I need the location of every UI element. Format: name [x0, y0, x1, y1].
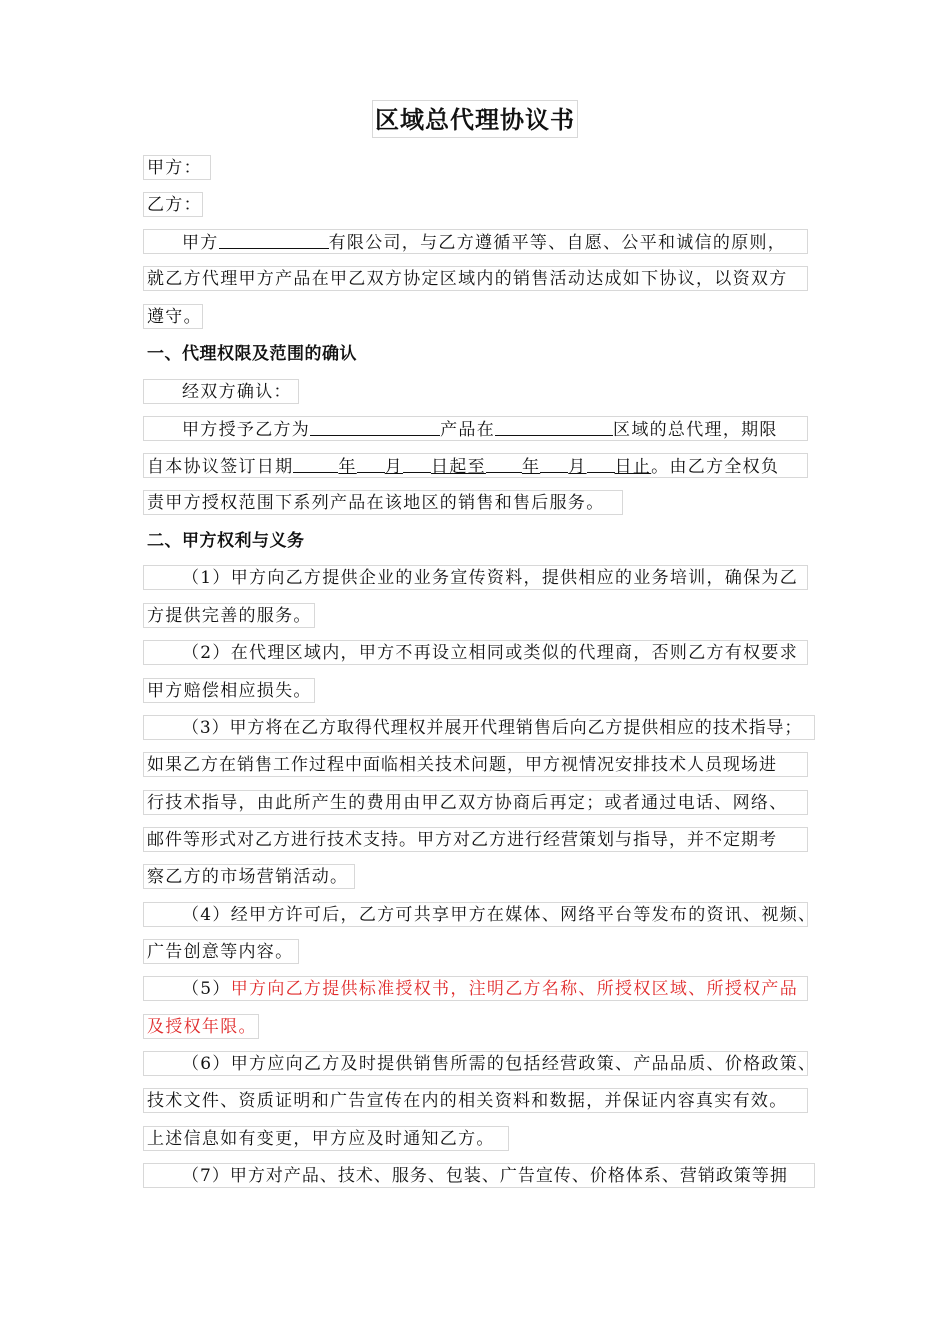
intro-line-2: 就乙方代理甲方产品在甲乙双方协定区域内的销售活动达成如下协议，以资双方: [143, 266, 808, 291]
region-blank: [495, 417, 613, 436]
clause-3-line-1: （3）甲方将在乙方取得代理权并展开代理销售后向乙方提供相应的技术指导；: [143, 715, 815, 740]
term-line: 自本协议签订日期 年 月 日起至 年 月 日止。由乙方全权负: [143, 453, 808, 478]
party-b-label: 乙方：: [143, 192, 203, 217]
intro-line-3: 遵守。: [143, 304, 203, 329]
document-title: 区域总代理协议书: [372, 100, 578, 138]
section-2-heading: 二、甲方权利与义务: [143, 528, 321, 553]
company-name-blank: [219, 230, 329, 249]
term-line-2: 责甲方授权范围下系列产品在该地区的销售和售后服务。: [143, 490, 623, 515]
clause-3-line-3: 行技术指导，由此所产生的费用由甲乙双方协商后再定；或者通过电话、网络、: [143, 790, 808, 815]
clause-2-line-1: （2）在代理区域内，甲方不再设立相同或类似的代理商，否则乙方有权要求: [143, 640, 808, 665]
intro-line-1: 甲方 有限公司，与乙方遵循平等、自愿、公平和诚信的原则，: [143, 229, 808, 254]
clause-6-line-3: 上述信息如有变更，甲方应及时通知乙方。: [143, 1126, 509, 1151]
clause-1-line-2: 方提供完善的服务。: [143, 603, 315, 628]
confirm-line: 经双方确认：: [143, 379, 299, 404]
grant-line: 甲方授予乙方为 产品在 区域的总代理，期限: [143, 416, 808, 441]
clause-5-line-1: （5）甲方向乙方提供标准授权书，注明乙方名称、所授权区域、所授权产品: [143, 976, 808, 1001]
party-a-label: 甲方：: [143, 155, 211, 180]
clause-3-line-4: 邮件等形式对乙方进行技术支持。甲方对乙方进行经营策划与指导，并不定期考: [143, 827, 808, 852]
clause-4-line-1: （4）经甲方许可后，乙方可共享甲方在媒体、网络平台等发布的资讯、视频、: [143, 902, 808, 927]
clause-5-line-2: 及授权年限。: [143, 1014, 259, 1039]
clause-3-line-5: 察乙方的市场营销活动。: [143, 864, 355, 889]
clause-2-line-2: 甲方赔偿相应损失。: [143, 678, 315, 703]
clause-7-line-1: （7）甲方对产品、技术、服务、包装、广告宣传、价格体系、营销政策等拥: [143, 1163, 815, 1188]
clause-3-line-2: 如果乙方在销售工作过程中面临相关技术问题，甲方视情况安排技术人员现场进: [143, 752, 808, 777]
section-1-heading: 一、代理权限及范围的确认: [143, 341, 375, 366]
product-blank: [310, 417, 440, 436]
clause-6-line-1: （6）甲方应向乙方及时提供销售所需的包括经营政策、产品品质、价格政策、: [143, 1051, 808, 1076]
clause-6-line-2: 技术文件、资质证明和广告宣传在内的相关资料和数据，并保证内容真实有效。: [143, 1088, 808, 1113]
clause-1-line-1: （1）甲方向乙方提供企业的业务宣传资料，提供相应的业务培训，确保为乙: [143, 565, 808, 590]
clause-4-line-2: 广告创意等内容。: [143, 939, 299, 964]
